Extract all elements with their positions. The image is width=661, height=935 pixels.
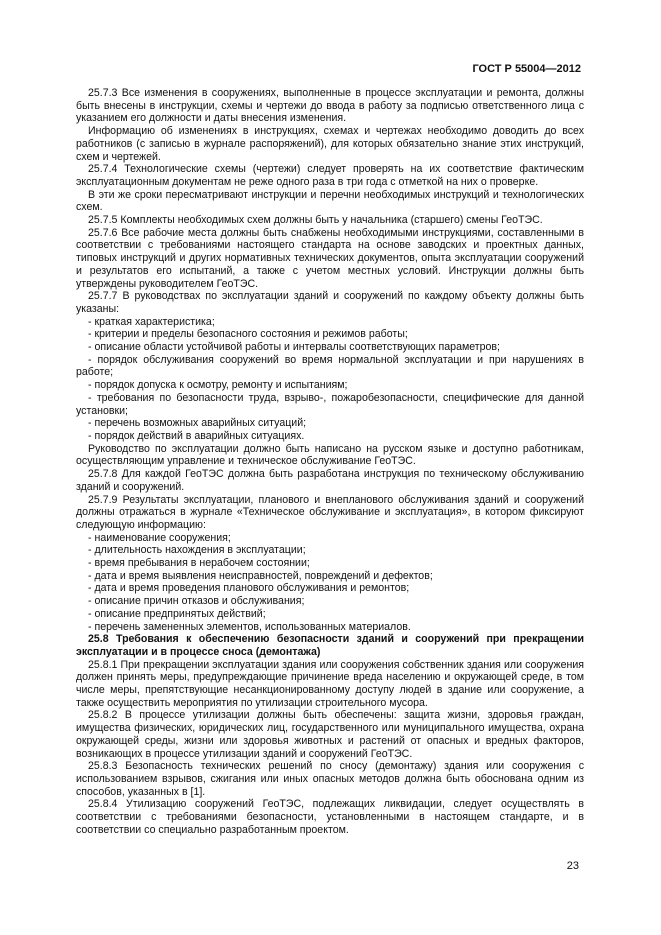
list-item: - длительность нахождения в эксплуатации; [88,544,306,557]
list-item: - перечень возможных аварийных ситуаций; [88,417,307,430]
list-item: - критерии и пределы безопасного состояния и режимов работы; [88,328,408,341]
paragraph: 25.7.5 Комплекты необходимых схем должны быть у начальника (старшего) смены ГеоТЭС. [88,214,543,227]
paragraph: В эти же сроки пересматривают инструкции и перечни необходимых инструкций и технологических схем. [76,188,584,214]
paragraph: 25.7.6 Все рабочие места должны быть снабжены необходимыми инструкциями, составленными в соответствии с требованиями настоящего стандарта на основе заводских и проектных данных, типовых инструкций и других нормативных технических документов, опыта эксплуатации сооружений и результатов его испытаний, а также с учетом местных условий. Инструкции должны быть утверждены руководителем ГеоТЭС. [76,226,584,290]
list-item: - дата и время проведения планового обслуживания и ремонтов; [88,582,410,595]
list-item: - порядок допуска к осмотру, ремонту и испытаниям; [88,379,348,392]
list-item: - описание предпринятых действий; [88,607,266,620]
paragraph: 25.7.7 В руководствах по эксплуатации зданий и сооружений по каждому объекту должны быть указаны: [76,290,584,315]
list-item: - краткая характеристика; [88,315,215,328]
paragraph: Информацию об изменениях в инструкциях, схемах и чертежах необходимо доводить до всех работников (с записью в журнале распоряжений), для которых обязательно знание этих инструкций, схем и чертежей. [76,125,584,163]
page-number: 23 [566,860,579,872]
paragraph: 25.8.1 При прекращении эксплуатации здания или сооружения собственник здания или сооружения должен принять меры, предупреждающие причинение вреда населению и окружающей среде, в том числе меры, препятствующие несанкционированному доступу людей в здание или сооружение, а также осуществить мероприятия по утилизации строительного мусора. [76,658,584,709]
document-body [76,87,584,836]
list-item: - описание причин отказов и обслуживания; [88,595,305,608]
standard-designation: ГОСТ Р 55004—2012 [472,63,581,75]
list-item: - наименование сооружения; [88,531,231,544]
list-item: - перечень замененных элементов, использованных материалов. [88,620,411,633]
section-heading: 25.8 Требования к обеспечению безопасности зданий и сооружений при прекращении эксплуатации и в процессе сноса (демонтажа) [76,633,584,658]
list-item: - время пребывания в нерабочем состоянии; [88,557,310,570]
paragraph: Руководство по эксплуатации должно быть написано на русском языке и доступно работникам, осуществляющим управление и техническое обслуживание ГеоТЭС. [76,442,584,468]
paragraph: 25.7.4 Технологические схемы (чертежи) следует проверять на их соответствие фактическим эксплуатационным документам не реже одного раза в три года с отметкой на них о проверке. [76,163,584,188]
list-item: - описание области устойчивой работы и интервалы соответствующих параметров; [88,341,500,354]
paragraph: 25.8.2 В процессе утилизации должны быть обеспечены: защита жизни, здоровья граждан, имущества физических, юридических лиц, государственного или муниципального имущества, охрана окружающей среды, жизни или здоровья животных и растений от опасных и вредных факторов, возникающих в процессе утилизации зданий и сооружений ГеоТЭС. [76,709,584,760]
paragraph: 25.7.9 Результаты эксплуатации, планового и внепланового обслуживания зданий и сооружений должны отражаться в журнале «Техническое обслуживание и эксплуатация», в котором фиксируют следующую информацию: [76,493,584,531]
list-item: - порядок действий в аварийных ситуациях. [88,429,305,442]
list-item: - требования по безопасности труда, взрыво-, пожаробезопасности, специфические для данной установки; [76,391,584,417]
list-item: - дата и время выявления неисправностей, повреждений и дефектов; [88,569,433,582]
paragraph: 25.7.3 Все изменения в сооружениях, выполненные в процессе эксплуатации и ремонта, должны быть внесены в инструкции, схемы и чертежи до ввода в работу за подписью ответственного лица с указанием его должности и даты внесения изменения. [76,87,584,125]
paragraph: 25.8.3 Безопасность технических решений по сносу (демонтажу) здания или сооружения с использованием взрывов, сжигания или иных опасных методов должна быть обоснована одним из способов, указанных в [1]. [76,760,584,798]
list-item: - порядок обслуживания сооружений во время нормальной эксплуатации и при нарушениях в работе; [76,353,584,379]
paragraph: 25.8.4 Утилизацию сооружений ГеоТЭС, подлежащих ликвидации, следует осуществлять в соответствии с требованиями безопасности, установленными в настоящем стандарте, и в соответствии со специально разработанным проектом. [76,798,584,836]
paragraph: 25.7.8 Для каждой ГеоТЭС должна быть разработана инструкция по техническому обслуживанию зданий и сооружений. [76,468,584,493]
